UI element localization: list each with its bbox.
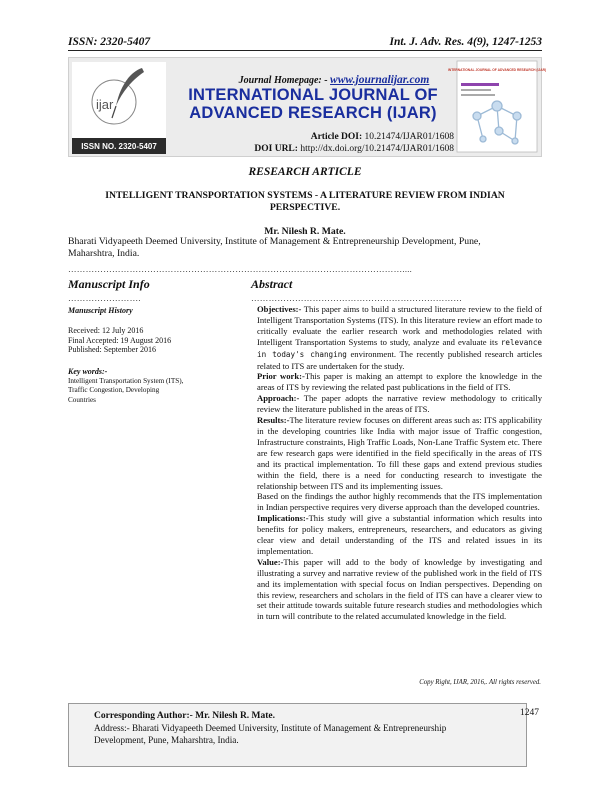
objectives-text-a: This paper aims to build a structured literature review to the field of Intelligent Transportation Systems (ITS). In this literature review an effort made to critically evaluate the earlier research work and methodologies related with Intelligent Transportation Systems to study, analyze and evaluate its	[257, 304, 542, 347]
implications-text: This study will give a substantial information which results into benefits for policy makers, entrepreneurs, researchers, and educators as giving clear view and detail understanding of the ITS and related issues in its implementation.	[257, 513, 542, 556]
corresponding-author-label: Corresponding Author:-	[94, 711, 193, 721]
journal-cover	[447, 61, 547, 152]
journal-name-line2: ADVANCED RESEARCH (IJAR)	[189, 104, 437, 122]
manuscript-history-heading: Manuscript History	[68, 306, 133, 315]
approach-text: The paper adopts the narrative review methodology to critically review the literature published in the areas of ITS.	[257, 393, 542, 415]
prior-work-label: Prior work:-	[257, 371, 305, 382]
article-type: RESEARCH ARTICLE	[248, 166, 362, 178]
logo-issn: ISSN NO. 2320-5407	[81, 142, 157, 151]
abstract-objectives	[257, 304, 542, 371]
manuscript-history	[68, 326, 238, 355]
article-title-line1: INTELLIGENT TRANSPORTATION SYSTEMS - A LITERATURE REVIEW FROM INDIAN	[105, 190, 505, 201]
quill-logo-icon	[72, 62, 166, 154]
keywords-list	[68, 377, 238, 405]
journal-logo	[72, 62, 166, 154]
manuscript-info-separator: …………………….	[68, 293, 141, 303]
author-affiliation	[68, 236, 542, 259]
article-title-line2: PERSPECTIVE.	[269, 202, 341, 213]
implications-label: Implications:-	[257, 513, 309, 524]
logo-text: ijar	[96, 97, 114, 112]
doi-url	[200, 143, 454, 155]
journal-homepage-link[interactable]: www.journalijar.com	[330, 74, 430, 86]
header-rule	[68, 50, 542, 51]
results-label: Results:-	[257, 415, 290, 426]
doi-url-label: DOI URL:	[254, 144, 298, 154]
keywords-line1: Intelligent Transportation System (ITS),	[68, 377, 184, 385]
abstract-results	[257, 415, 542, 491]
address-line2: Development, Pune, Maharshtra, India.	[94, 734, 239, 745]
abstract-heading: Abstract	[251, 277, 293, 291]
copyright-notice: Copy Right, IJAR, 2016,. All rights reserved.	[419, 679, 541, 686]
objectives-text-mono: relevance in today's changing	[257, 337, 542, 359]
objectives-text-b: environment. The recently published research articles related to ITS are undertaken for the study.	[257, 348, 542, 371]
results-text: The literature review focuses on different areas such as: ITS applicability in the developing countries like India with major issue of Traffic congestion, Infrastructure constraints, High Traffic Loads, Non-Lane Traffic System etc. There are few research gaps were identified in the field specifically in the areas of ITS and its practical implementation. To fill these gaps and extend previous studies within the field, there is a need for conducting research to investigate the relationship between ITS and its implementing issues.	[257, 415, 542, 491]
journal-homepage	[205, 74, 463, 86]
corresponding-author-address	[94, 723, 509, 746]
corresponding-author	[94, 711, 275, 721]
cover-title: INTERNATIONAL JOURNAL OF ADVANCED RESEARCH (IJAR)	[447, 68, 547, 72]
address-line1: Address:- Bharati Vidyapeeth Deemed University, Institute of Management & Entrepreneurship	[94, 723, 447, 733]
abstract-prior-work	[257, 371, 542, 393]
journal-cover-icon	[447, 61, 547, 152]
article-doi-value: 10.21474/IJAR01/1608	[364, 132, 454, 142]
approach-label: Approach:-	[257, 393, 300, 404]
abstract-separator: ………………………………………………………………	[251, 293, 463, 303]
author-name: Mr. Nilesh R. Mate.	[264, 226, 346, 237]
value-label: Value:-	[257, 556, 284, 567]
keywords-heading: Key words:-	[68, 367, 108, 376]
journal-name-line1: INTERNATIONAL JOURNAL OF	[188, 86, 438, 104]
citation-header: Int. J. Adv. Res. 4(9), 1247-1253	[389, 36, 542, 48]
abstract-value	[257, 557, 542, 622]
article-doi-label: Article DOI:	[310, 132, 363, 142]
value-text: This paper will add to the body of knowledge by investigating and illustrating a survey and narrative review of the published work in the field of ITS and its implementation with special focus on Indian perspectives. Depending on this review, researchers and scholars in the field of ITS can have a clearer view to set their attitude towards suitable future research studies and methodologies which in turn will contribute to the related accumulated knowledge in the field.	[257, 556, 542, 622]
affiliation-line1: Bharati Vidyapeeth Deemed University, Institute of Management & Entrepreneurship Development, Pune,	[68, 236, 481, 247]
keywords-line3: Countries	[68, 395, 96, 404]
section-separator: ……………………………………………………………………………………………………....	[68, 264, 413, 274]
keywords-line2: Traffic Congestion, Developing	[68, 386, 160, 395]
manuscript-info-heading: Manuscript Info	[68, 277, 150, 291]
article-title	[90, 190, 520, 214]
objectives-label: Objectives:-	[257, 304, 302, 314]
accepted-date: Final Accepted: 19 August 2016	[68, 335, 172, 345]
prior-work-text: This paper is making an attempt to explore the knowledge in the areas of ITS by reviewing the related past publications in the field of ITS.	[257, 371, 542, 393]
abstract-implications	[257, 513, 542, 557]
abstract-body	[257, 304, 542, 622]
abstract-findings: Based on the findings the author highly recommends that the ITS implementation in Indian perspective requires very diverse approach than the developed countries.	[257, 491, 542, 513]
journal-homepage-label: Journal Homepage: -	[238, 75, 328, 86]
issn-header: ISSN: 2320-5407	[68, 36, 151, 48]
abstract-approach	[257, 393, 542, 415]
article-doi	[200, 131, 454, 143]
published-date: Published: September 2016	[68, 345, 156, 355]
affiliation-line2: Maharshtra, India.	[68, 247, 140, 259]
doi-url-link[interactable]: http://dx.doi.org/10.21474/IJAR01/1608	[300, 144, 454, 154]
corresponding-author-name: Mr. Nilesh R. Mate.	[192, 711, 276, 721]
page-number: 1247	[520, 708, 539, 718]
received-date: Received: 12 July 2016	[68, 326, 144, 335]
